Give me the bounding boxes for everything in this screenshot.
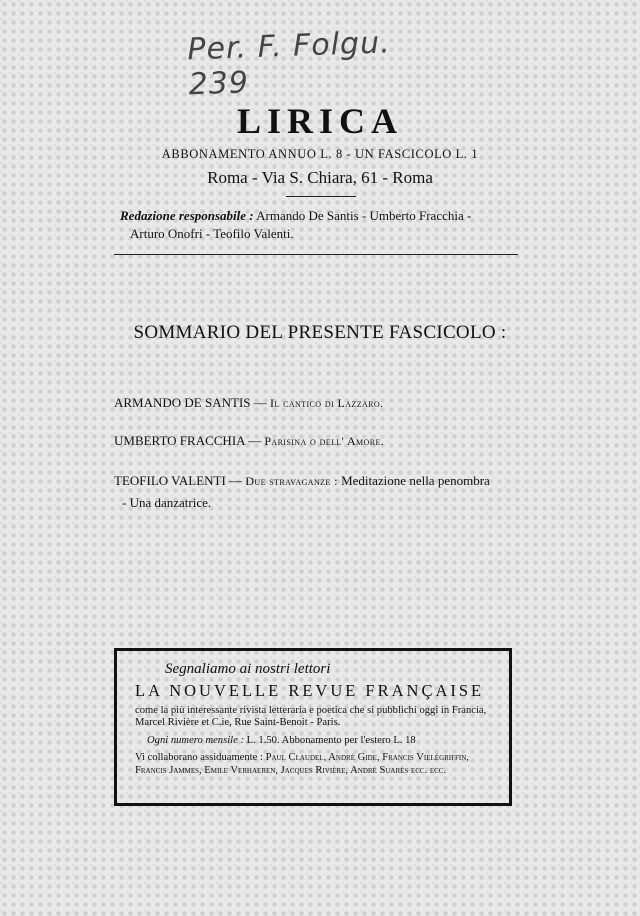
entry-continuation: - Una danzatrice. [122, 495, 212, 510]
ad-description: come la più interessante rivista letteraria e poetica che si pubblichi oggi in Francia, Marcel Rivière et C.ie, Rue Saint-Benoit - Paris. [135, 705, 487, 728]
subscription-line: ABBONAMENTO ANNUO L. 8 - UN FASCICOLO L. 1 [161, 147, 479, 161]
entry-work-rest: Meditazione nella penombra [341, 473, 490, 488]
address-line: Roma - Via S. Chiara, 61 - Roma [207, 168, 433, 187]
ad-price [135, 734, 495, 747]
short-divider [286, 196, 356, 197]
ad-collaborators [135, 751, 495, 777]
ad-price-label: Ogni numero mensile : [147, 735, 244, 746]
entry-work: Due stravaganze : [245, 474, 338, 488]
editorial-label: Redazione responsabile : [120, 208, 254, 223]
editorial-board [120, 207, 540, 243]
ad-title: LA NOUVELLE REVUE FRANÇAISE [135, 681, 485, 700]
entry-author: TEOFILO VALENTI — [114, 473, 243, 488]
entry-work: Il cantico di Lazzaro. [270, 396, 384, 410]
ad-intro: Segnaliamo ai nostri lettori [165, 661, 331, 677]
entry-author: UMBERTO FRACCHIA — [114, 433, 262, 448]
contents-entry [114, 392, 534, 414]
ad-price-text: L. 1.50. Abbonamento per l'estero L. 18 [246, 735, 416, 746]
editorial-names-line2: Arturo Onofri - Teofilo Valenti. [130, 226, 294, 241]
ad-collab-names: Paul Claudel, André Gide, Francis Vielégriffin, Francis Jammes, Emile Verhaeren, Jacques Rivière, André Suarès ecc. ecc. [135, 752, 469, 776]
entry-author: ARMANDO DE SANTIS — [114, 395, 267, 410]
contents-heading: SOMMARIO DEL PRESENTE FASCICOLO : [133, 322, 507, 343]
advertisement-box [114, 648, 512, 806]
long-divider [114, 254, 518, 255]
contents-entry [114, 470, 534, 514]
editorial-names-line1: Armando De Santis - Umberto Fracchia - [256, 208, 472, 223]
entry-work: Parisina o dell' Amore. [264, 434, 385, 448]
ad-collab-label: Vi collaborano assiduamente : [135, 752, 263, 763]
handwritten-shelfmark: Per. F. Folgu. 239 [186, 25, 392, 103]
journal-title: LIRICA [236, 101, 404, 141]
contents-entry [114, 430, 534, 452]
